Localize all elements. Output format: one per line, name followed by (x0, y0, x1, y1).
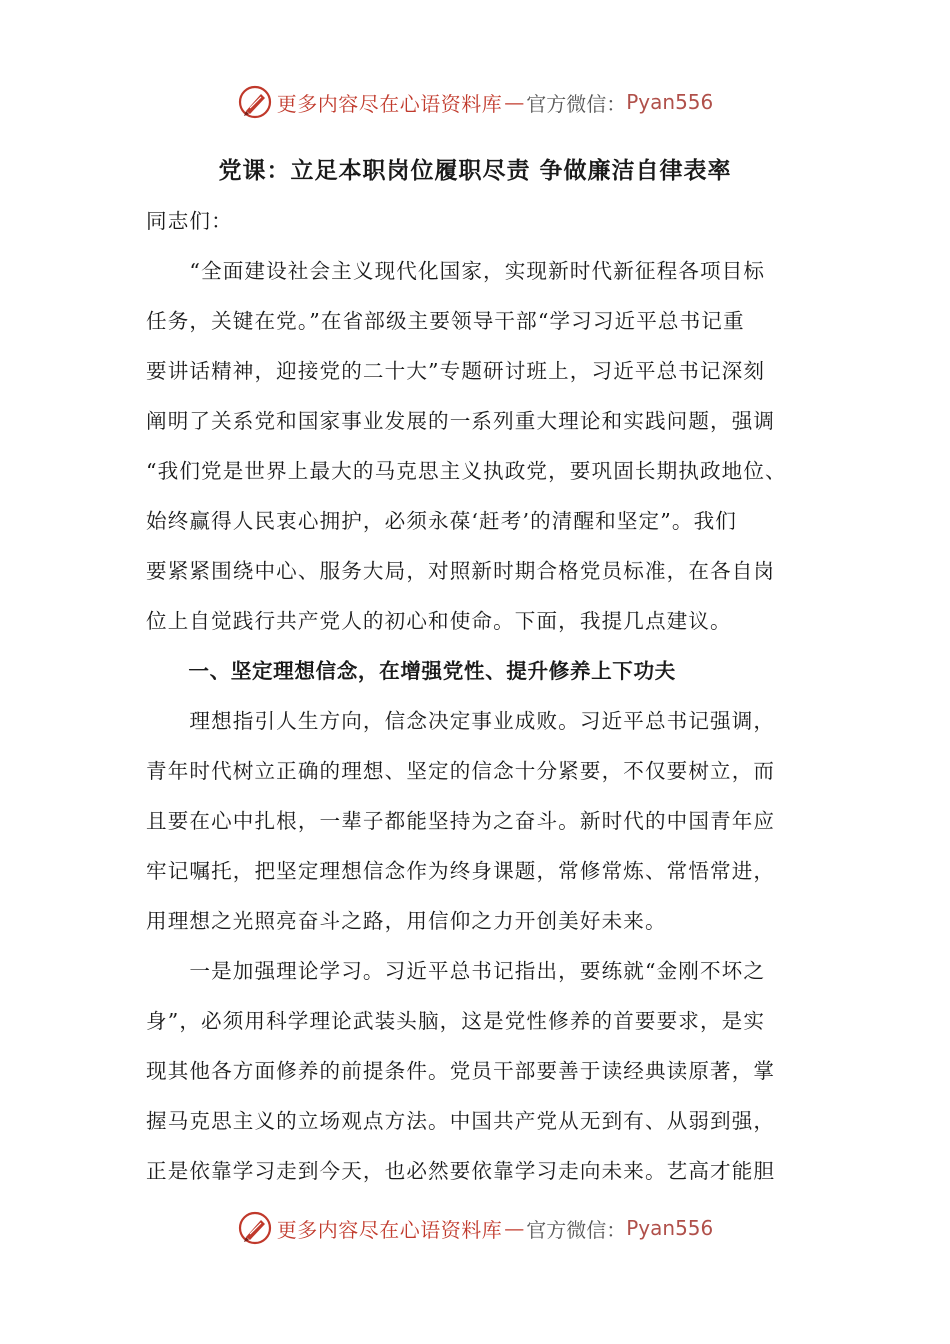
body-line: 要紧紧围绕中心、服务大局，对照新时期合格党员标准，在各自岗 (146, 559, 776, 583)
body-line: 阐明了关系党和国家事业发展的一系列重大理论和实践问题，强调 (146, 409, 776, 433)
pen-circle-logo-icon (237, 84, 273, 120)
body-line: “我们党是世界上最大的马克思主义执政党，要巩固长期执政地位、 (146, 459, 787, 483)
body-line: 位上自觉践行共产党人的初心和使命。下面，我提几点建议。 (146, 609, 732, 633)
body-line: 任务，关键在党。”在省部级主要领导干部“学习习近平总书记重 (146, 309, 745, 333)
body-line: 用理想之光照亮奋斗之路，用信仰之力开创美好未来。 (146, 909, 667, 933)
footer-banner (0, 1206, 950, 1250)
body-line: 青年时代树立正确的理想、坚定的信念十分紧要，不仅要树立，而 (146, 759, 776, 783)
banner-dash: — (504, 1216, 525, 1240)
body-line: 要讲话精神，迎接党的二十大”专题研讨班上，习近平总书记深刻 (146, 359, 766, 383)
body-line: 一是加强理论学习。习近平总书记指出，要练就“金刚不坏之 (146, 959, 766, 983)
body-line: 身”，必须用科学理论武装头脑，这是党性修养的首要要求，是实 (146, 1009, 766, 1033)
banner-official-label: 官方微信： (526, 91, 627, 116)
banner-wechat-id: Pyan556 (626, 1216, 714, 1240)
body-line: 始终赢得人民衷心拥护，必须永葆‘赶考’的清醒和坚定”。我们 (146, 509, 737, 533)
document-title: 党课：立足本职岗位履职尽责 争做廉洁自律表率 (218, 158, 732, 184)
banner-dash: — (504, 90, 525, 114)
banner-official-label: 官方微信： (526, 1217, 627, 1242)
header-banner (0, 80, 950, 124)
pen-circle-logo-icon (237, 1210, 273, 1246)
section-heading: 一、坚定理想信念，在增强党性、提升修养上下功夫 (146, 659, 676, 683)
banner-brand-text: 更多内容尽在心语资料库 (276, 1217, 503, 1242)
body-line: 牢记嘱托，把坚定理想信念作为终身课题，常修常炼、常悟常进， (146, 859, 776, 883)
body-line: 正是依靠学习走到今天，也必然要依靠学习走向未来。艺高才能胆 (146, 1159, 776, 1183)
body-line: 且要在心中扎根，一辈子都能坚持为之奋斗。新时代的中国青年应 (146, 809, 776, 833)
banner-brand-text: 更多内容尽在心语资料库 (276, 91, 503, 116)
body-line: 现其他各方面修养的前提条件。党员干部要善于读经典读原著，掌 (146, 1059, 776, 1083)
body-line: “全面建设社会主义现代化国家，实现新时代新征程各项目标 (146, 259, 766, 283)
banner-wechat-id: Pyan556 (626, 90, 714, 114)
document-body (146, 196, 806, 1196)
body-line: 握马克思主义的立场观点方法。中国共产党从无到有、从弱到强， (146, 1109, 776, 1133)
salutation-line: 同志们： (146, 209, 233, 233)
body-line: 理想指引人生方向，信念决定事业成败。习近平总书记强调， (146, 709, 776, 733)
